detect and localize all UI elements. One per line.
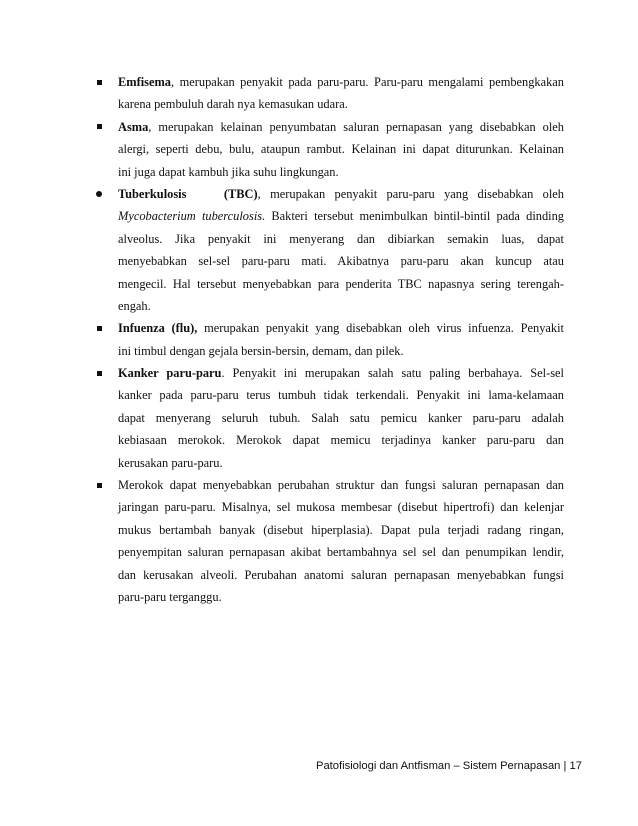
round-bullet-icon: [94, 183, 104, 205]
list-item-kanker: [94, 362, 564, 474]
text-line: [118, 183, 564, 205]
disease-list: [94, 71, 564, 608]
term-kanker: Kanker paru-paru: [118, 366, 222, 381]
text-line: alergi, seperti debu, bulu, ataupun rambut. Kelainan ini dapat diturunkan. Kelainan: [118, 142, 564, 157]
text-line: [118, 71, 564, 93]
text-line: [118, 362, 564, 384]
text-fragment: , merupakan kelainan penyumbatan saluran pernapasan yang disebabkan oleh: [148, 119, 564, 134]
text-line: kerusakan paru-paru.: [118, 455, 223, 470]
square-bullet-icon: [94, 317, 104, 339]
text-line: mukus bertambah banyak (disebut hiperplasia). Dapat pula terjadi radang ringan,: [118, 522, 564, 537]
text-line: dapat menyerang seluruh tubuh. Salah satu pemicu kanker paru-paru adalah: [118, 410, 564, 425]
list-item-asma: [94, 116, 564, 183]
text-line: penyempitan saluran pernapasan akibat bertambahnya sel sel dan penumpikan lendir,: [118, 545, 564, 560]
text-fragment: Bakteri tersebut menimbulkan bintil-bintil pada dinding: [265, 209, 564, 224]
term-tbc: (TBC): [223, 186, 258, 201]
text-line: mengecil. Hal tersebut menyebabkan para penderita TBC napasnya sering terengah-: [118, 276, 564, 291]
text-line: jaringan paru-paru. Misalnya, sel mukosa membesar (disebut hipertrofi) dan kelenjar: [118, 500, 564, 515]
page-footer: Patofisiologi dan Antfisman – Sistem Pernapasan | 17: [316, 760, 582, 772]
text-line: [118, 317, 564, 339]
term-infuenza: Infuenza (flu),: [118, 321, 198, 336]
text-line: menyebabkan sel-sel paru-paru mati. Akibatnya paru-paru akan kuncup atau: [118, 254, 564, 269]
text-fragment: merupakan penyakit yang disebabkan oleh virus infuenza. Penyakit: [197, 321, 564, 336]
list-item-tuberkulosis: [94, 183, 564, 317]
square-bullet-icon: [94, 116, 104, 138]
square-bullet-icon: [94, 362, 104, 384]
text-line: alveolus. Jika penyakit ini menyerang dan dibiarkan semakin luas, dapat: [118, 231, 564, 246]
text-line: kanker pada paru-paru terus tumbuh tidak terkendali. Penyakit ini lama-kelamaan: [118, 388, 564, 403]
text-line: [118, 205, 564, 227]
list-item-merokok: [94, 474, 564, 608]
term-asma: Asma: [118, 119, 149, 134]
term-emfisema: Emfisema: [118, 75, 171, 89]
list-item-emfisema: [94, 71, 564, 116]
text-line: ini timbul dengan gejala bersin-bersin, demam, dan pilek.: [118, 343, 404, 358]
text-line: [118, 116, 564, 138]
square-bullet-icon: [94, 71, 104, 93]
text-line: karena pembuluh darah nya kemasukan udara.: [118, 97, 348, 112]
text-fragment: , merupakan penyakit paru-paru yang disebabkan oleh: [257, 186, 564, 201]
text-fragment: , merupakan penyakit pada paru-paru. Paru-paru mengalami pembengkakan: [171, 75, 564, 89]
text-line: kebiasaan merokok. Merokok dapat memicu terjadinya kanker paru-paru dan: [118, 433, 564, 448]
text-fragment: . Penyakit ini merupakan salah satu paling berbahaya. Sel-sel: [221, 366, 564, 381]
text-line: Merokok dapat menyebabkan perubahan struktur dan fungsi saluran pernapasan dan: [118, 478, 564, 493]
italic-bacterium-name: Mycobacterium tuberculosis.: [118, 209, 266, 224]
text-line: dan kerusakan alveoli. Perubahan anatomi saluran pernapasan menyebabkan fungsi: [118, 567, 564, 582]
text-line: ini juga dapat kambuh jika suhu lingkungan.: [118, 164, 339, 179]
square-bullet-icon: [94, 474, 104, 496]
list-item-infuenza: [94, 317, 564, 362]
text-line: engah.: [118, 298, 151, 313]
text-line: paru-paru terganggu.: [118, 589, 222, 604]
term-tuberkulosis: Tuberkulosis: [118, 186, 187, 201]
